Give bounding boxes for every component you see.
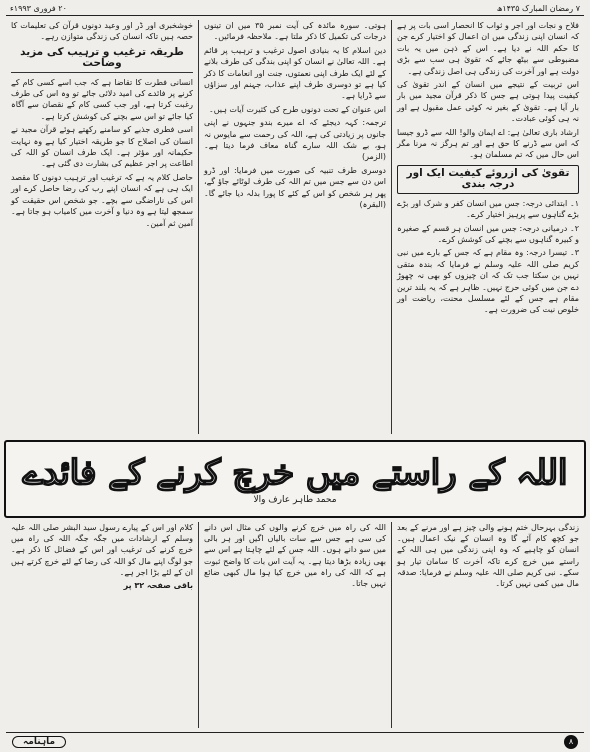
page-footer — [6, 732, 584, 750]
bottom-column-left — [6, 522, 198, 728]
section-subheading: طریقہ ترغیب و ترہیب کی مزید وضاحت — [11, 47, 193, 73]
paragraph: دوسری طرف تنبیہ کی صورت میں فرمایا: اور ڈرو اس دن سے جس میں تم اللہ کی طرف لوٹائے جاؤ گے، پھر ہر شخص کو اس کے کئے کا پورا بدلہ دیا جائے گا۔ (البقرہ) — [204, 165, 386, 210]
article-title-box — [4, 440, 586, 518]
article-title: اللہ کے راستے میں خرچ کرنے کے فائدے — [22, 453, 568, 493]
paragraph: فلاح و نجات اور اجر و ثواب کا انحصار اسی بات پر ہے کہ انسان اپنی زندگی میں ان اعمال کو اختیار کرے جن کا حکم اللہ نے دیا ہے۔ اس کے ذہن میں یہ بات مضبوطی سے بیٹھ جائے کہ تقویٰ ہی سب سے بڑی دولت ہے اور آخرت کی زندگی ہی اصل زندگی ہے۔ — [397, 21, 579, 76]
paragraph: ترجمہ: کہہ دیجئے کہ اے میرے بندو جنہوں نے اپنی جانوں پر زیادتی کی ہے، اللہ کی رحمت سے مایوس نہ ہو، بے شک اللہ سارے گناہ معاف فرما دیتا ہے۔ (الزمر) — [204, 118, 386, 162]
paragraph: ارشاد باری تعالیٰ ہے: اے ایمان والو! اللہ سے ڈرو جیسا کہ اس سے ڈرنے کا حق ہے اور تم ہرگز نہ مرنا مگر اس حال میں کہ تم مسلمان ہو۔ — [397, 127, 579, 160]
paragraph: ہوتی۔ سورہ مائدہ کی آیت نمبر ۳۵ میں ان تینوں درجات کی تکمیل کا ذکر ملتا ہے۔ ملاحظہ فرمائیں۔ — [204, 21, 387, 42]
page-number: ۸ — [564, 735, 578, 749]
paragraph: خوشخبری اور ڈر اور وعید دونوں قرآن کی تعلیمات کا حصہ ہیں تاکہ انسان کی زندگی متوازن رہے۔ — [11, 21, 193, 42]
top-column-right — [391, 20, 584, 434]
paragraph: ۳۔ تیسرا درجہ: وہ مقام ہے کہ جس کے بارے میں نبی کریم صلی اللہ علیہ وسلم نے فرمایا کہ بندہ متقی نہیں بن سکتا جب تک کہ ان چیزوں کو بھی نہ چھوڑ دے جن میں کوئی حرج نہیں۔ ظاہر ہے کہ یہ بلند ترین مقام ہے جس کے لئے مسلسل محنت، ریاضت اور خلوص نیت کی ضرورت ہے۔ — [397, 248, 579, 315]
page-header — [6, 2, 584, 16]
paragraph: انسانی فطرت کا تقاضا ہے کہ جب اسے کسی کام کے کرنے پر فائدے کی امید دلائی جائے تو وہ اس کی طرف رغبت کرتا ہے، اور جب کسی کام کے نقصان سے آگاہ کیا جائے تو اس سے بچنے کی کوشش کرتا ہے۔ — [11, 77, 193, 121]
paragraph: دین اسلام کا یہ بنیادی اصول ترغیب و ترہیب پر قائم ہے۔ اللہ تعالیٰ نے انسان کو اپنی بندگی کی طرف بلانے کے لئے ایک طرف اپنی نعمتوں، جنت اور انعامات کا ذکر کیا ہے تو دوسری طرف اپنے عذاب، جہنم اور سزاؤں سے ڈرایا ہے۔ — [204, 45, 386, 101]
paragraph: اس تربیت کے نتیجے میں انسان کے اندر تقویٰ کی کیفیت پیدا ہوتی ہے جس کا ذکر قرآن مجید میں بار بار آیا ہے۔ تقویٰ کے بغیر نہ کوئی عمل مقبول ہے اور نہ ہی کوئی عبادت۔ — [397, 80, 579, 124]
bottom-column-middle — [198, 522, 391, 728]
paragraph: اللہ کی راہ میں خرچ کرنے والوں کی مثال اس دانے کی سی ہے جس سے سات بالیاں اگیں اور ہر بالی میں سو دانے ہوں۔ اللہ جس کے لئے چاہتا ہے اس سے بھی زیادہ بڑھا دیتا ہے۔ یہ آیت اس بات کا واضح ثبوت ہے کہ اللہ کی راہ میں خرچ کیا ہوا مال کبھی ضائع نہیں جاتا۔ — [204, 523, 386, 589]
section-subheading: تقویٰ کی ازروئے کیفیت ایک اور درجہ بندی — [397, 165, 579, 194]
top-column-left — [6, 20, 198, 434]
paragraph: کلام اور اس کے پیارے رسول سید البشر صلی اللہ علیہ وسلم کے ارشادات میں جگہ جگہ اللہ کی راہ میں خرچ کرنے کی ترغیب اور اس کے فضائل کا ذکر ہے۔ جو لوگ اپنے مال کو اللہ کی رضا کے لئے خرچ کرتے ہیں ان کے لئے بڑا اجر ہے۔ — [11, 523, 193, 577]
magazine-logo: ماہنامہ — [12, 736, 66, 748]
top-columns — [6, 20, 584, 434]
paragraph: ۲۔ درمیانی درجہ: جس میں انسان ہر قسم کے صغیرہ و کبیرہ گناہوں سے بچنے کی کوشش کرے۔ — [397, 223, 579, 244]
paragraph: ۱۔ ابتدائی درجہ: جس میں انسان کفر و شرک اور بڑے بڑے گناہوں سے پرہیز اختیار کرے۔ — [397, 198, 579, 220]
bottom-columns — [6, 522, 584, 728]
paragraph: اسی فطری جذبے کو سامنے رکھتے ہوئے قرآن مجید نے انسان کی اصلاح کا جو طریقہ اختیار کیا ہے وہ نہایت حکیمانہ اور مؤثر ہے۔ ایک طرف انسان کو اللہ کی اطاعت پر اجر عظیم کی بشارت دی گئی ہے۔ — [11, 125, 193, 169]
bottom-column-right — [391, 522, 584, 728]
paragraph: زندگی بہرحال ختم ہونے والی چیز ہے اور مرنے کے بعد جو کچھ کام آئے گا وہ انسان کے نیک اعمال ہیں۔ انسان کو چاہیے کہ وہ اپنی زندگی میں ہی اللہ کے راستے میں خرچ کرے تاکہ آخرت کا سامان تیار ہو سکے۔ نبی کریم صلی اللہ علیہ وسلم نے فرمایا: صدقہ مال میں کمی نہیں کرتا۔ — [397, 523, 579, 589]
continued-note: باقی صفحہ ۳۲ پر — [123, 581, 193, 591]
article-author: محمد طاہر عارف والا — [253, 495, 337, 505]
paragraph: اس عنوان کے تحت دونوں طرح کی کثیرت آیات ہیں۔ — [209, 104, 386, 114]
header-date-hijri: ۷ رمضان المبارک ۱۴۳۵ھ — [496, 4, 580, 13]
header-date-gregorian: ۲۰ فروری ۱۹۹۳ء — [10, 4, 67, 13]
paragraph: حاصل کلام یہ ہے کہ ترغیب اور ترہیب دونوں کا مقصد ایک ہی ہے کہ انسان اپنے رب کی رضا حاصل کرے اور اس کی ناراضگی سے بچے۔ جو شخص اس حقیقت کو سمجھ لیتا ہے وہ دنیا و آخرت میں کامیاب ہو جاتا ہے۔ آمین ثم آمین۔ — [11, 172, 193, 228]
top-column-middle — [198, 20, 391, 434]
